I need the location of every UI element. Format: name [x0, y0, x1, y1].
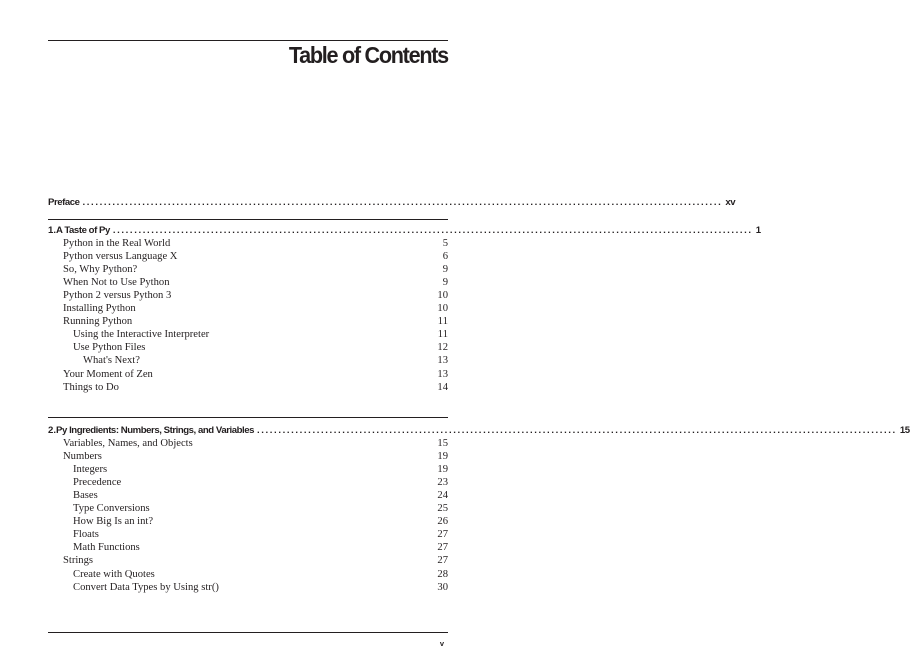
page-number: v [439, 639, 444, 648]
toc-entry-page: 25 [437, 503, 448, 515]
toc-entry-page: 13 [437, 368, 448, 380]
toc-entry-page: 15 [437, 438, 448, 450]
dot-leader: ...................................................................................................................................................... [112, 225, 753, 236]
toc-entry-page: 6 [442, 251, 448, 263]
toc-entry-page: 27 [437, 542, 448, 554]
toc-entry[interactable] [48, 302, 448, 315]
toc-entry-title: So, Why Python? [63, 264, 138, 276]
toc-chapter-heading[interactable] [48, 424, 910, 437]
toc-entry[interactable] [48, 568, 448, 581]
toc-chapter-heading[interactable] [48, 224, 761, 237]
toc-entry-preface[interactable] [48, 196, 736, 209]
toc-entry-page: 23 [437, 477, 448, 489]
toc-entry-page: 11 [437, 316, 448, 328]
toc-entry-page: 9 [442, 277, 448, 289]
toc-entry[interactable] [48, 541, 448, 554]
section-divider [48, 417, 448, 418]
toc-entry-page: 24 [437, 490, 448, 502]
toc-entry[interactable] [48, 341, 448, 354]
toc-entry-title: When Not to Use Python [63, 277, 170, 289]
toc-entry-title: Floats [73, 529, 99, 541]
toc-entry-title: Numbers [63, 451, 102, 463]
toc-entry-page: 10 [437, 303, 448, 315]
toc-entry[interactable] [48, 368, 448, 381]
toc-entry[interactable] [48, 276, 448, 289]
toc-entry-title: Running Python [63, 316, 133, 328]
toc-entry-page: 27 [437, 555, 448, 567]
section-divider [48, 219, 448, 220]
toc-entry-title: Use Python Files [73, 342, 146, 354]
toc-entry-page: 27 [437, 529, 448, 541]
preface-block [48, 196, 736, 209]
toc-entry-page: 19 [437, 464, 448, 476]
toc-entry-title: Precedence [73, 477, 122, 489]
toc-entry[interactable] [48, 289, 448, 302]
toc-entry-title: How Big Is an int? [73, 516, 154, 528]
toc-entry-page: 13 [437, 355, 448, 367]
toc-entry-title: Installing Python [63, 303, 136, 315]
toc-entry[interactable] [48, 515, 448, 528]
toc-entry-title: What's Next? [83, 355, 140, 367]
chapter-title: A Taste of Py [56, 225, 110, 236]
chapter-number: 2. [48, 425, 57, 436]
dot-leader: ...................................................................................................................................................... [257, 425, 897, 436]
toc-entry-title: Integers [73, 464, 108, 476]
toc-entry-page: 28 [437, 568, 448, 580]
toc-entry-title: Type Conversions [73, 503, 150, 515]
toc-entry-page: xv [725, 197, 736, 208]
toc-entry[interactable] [48, 328, 448, 341]
toc-entry[interactable] [48, 263, 448, 276]
toc-entry[interactable] [48, 502, 448, 515]
toc-entry-title: Things to Do [63, 381, 119, 393]
toc-entry-page: 10 [437, 290, 448, 302]
toc-entry[interactable] [48, 437, 448, 450]
toc-entry-title: Strings [63, 555, 94, 567]
toc-entry-page: 19 [437, 451, 448, 463]
toc-entry-title: Python in the Real World [63, 238, 171, 250]
toc-entry[interactable] [48, 381, 448, 394]
toc-entry-title: Math Functions [73, 542, 140, 554]
toc-entry-page: 5 [442, 238, 448, 250]
toc-entry[interactable] [48, 581, 448, 594]
toc-entry-title: Preface [48, 197, 80, 208]
chapter-entries [48, 437, 448, 594]
toc-entry[interactable] [48, 315, 448, 328]
toc-entry-page: 14 [437, 381, 448, 393]
chapter-1-block [48, 224, 761, 394]
toc-entry-title: Your Moment of Zen [63, 368, 153, 380]
chapter-2-block [48, 424, 910, 594]
toc-entry[interactable] [48, 528, 448, 541]
toc-entry-title: Python versus Language X [63, 251, 178, 263]
bottom-rule [48, 632, 448, 633]
toc-entry-page: 12 [437, 342, 448, 354]
toc-entry-page: 11 [437, 329, 448, 341]
toc-entry[interactable] [48, 450, 448, 463]
page-title: Table of Contents [288, 42, 448, 68]
toc-entry[interactable] [48, 250, 448, 263]
dot-leader: ...................................................................................................................................................... [82, 197, 723, 208]
toc-entry-title: Create with Quotes [73, 568, 155, 580]
toc-entry-title: Convert Data Types by Using str() [73, 581, 219, 593]
toc-entry-page: 26 [437, 516, 448, 528]
toc-entry[interactable] [48, 489, 448, 502]
toc-entry-title: Python 2 versus Python 3 [63, 290, 172, 302]
chapter-page: 15 [899, 425, 910, 436]
toc-entry[interactable] [48, 463, 448, 476]
toc-entry[interactable] [48, 554, 448, 567]
toc-entry[interactable] [48, 476, 448, 489]
toc-entry-title: Variables, Names, and Objects [63, 438, 193, 450]
toc-entry[interactable] [48, 354, 448, 367]
toc-entry-title: Bases [73, 490, 98, 502]
toc-entry[interactable] [48, 237, 448, 250]
chapter-page: 1 [755, 225, 761, 236]
chapter-entries [48, 237, 448, 394]
chapter-title: Py Ingredients: Numbers, Strings, and Variables [56, 425, 254, 436]
chapter-number: 1. [48, 225, 57, 236]
toc-entry-page: 9 [442, 264, 448, 276]
toc-entry-page: 30 [437, 581, 448, 593]
toc-entry-title: Using the Interactive Interpreter [73, 329, 210, 341]
